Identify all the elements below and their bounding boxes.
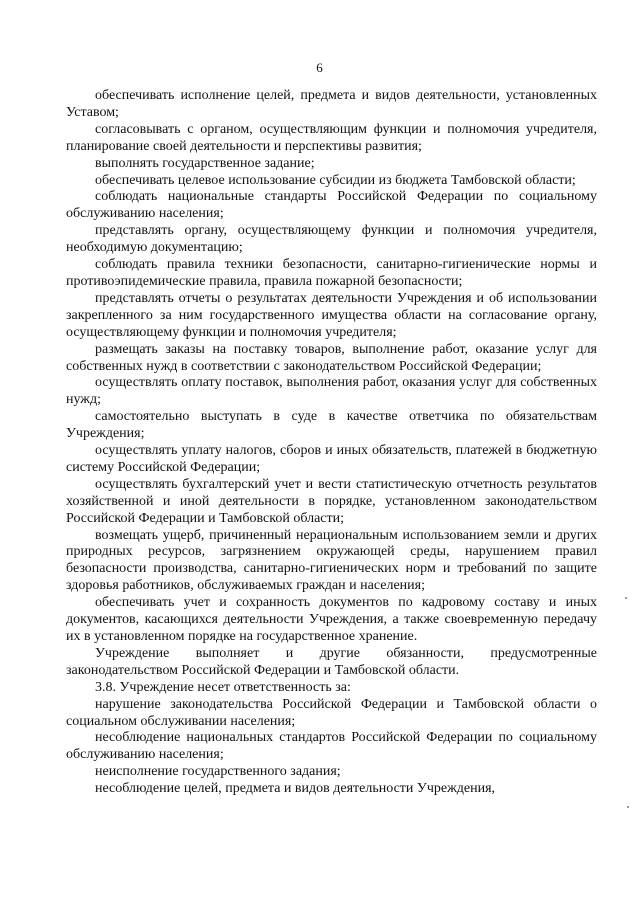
paragraph: обеспечивать учет и сохранность документов по кадровому составу и иных документов, касающихся деятельности Учреждения, а также своевременную передачу их в установленном порядке на государственное хранение. <box>66 595 597 644</box>
paragraph: возмещать ущерб, причиненный нерациональным использованием земли и других природных ресурсов, загрязнением окружающей среды, нарушением правил безопасности производства, санитарно-гигиенических норм и требований по защите здоровья работников, обслуживаемых граждан и населения; <box>66 527 597 594</box>
paragraph: согласовывать с органом, осуществляющим функции и полномочия учредителя, планирование своей деятельности и перспективы развития; <box>66 121 597 154</box>
paragraph: обеспечивать целевое использование субсидии из бюджета Тамбовской области; <box>95 172 576 188</box>
paragraph: осуществлять оплату поставок, выполнения работ, оказания услуг для собственных нужд; <box>66 375 597 408</box>
scan-speck <box>625 597 627 599</box>
paragraph: представлять органу, осуществляющему функции и полномочия учредителя, необходимую документацию; <box>66 223 597 256</box>
paragraph: выполнять государственное задание; <box>95 155 315 171</box>
paragraph: нарушение законодательства Российской Федерации и Тамбовской области о социальном обслуживании населения; <box>66 696 597 729</box>
paragraph-continued: несоблюдение целей, предмета и видов деятельности Учреждения, <box>95 781 496 797</box>
paragraph: самостоятельно выступать в суде в качестве ответчика по обязательствам Учреждения; <box>66 409 597 442</box>
paragraph: неисполнение государственного задания; <box>95 764 341 780</box>
section-heading-3-8: 3.8. Учреждение несет ответственность за: <box>95 679 351 695</box>
paragraph: осуществлять уплату налогов, сборов и иных обязательств, платежей в бюджетную систему Российской Федерации; <box>66 443 597 475</box>
paragraph: соблюдать правила техники безопасности, санитарно-гигиенические нормы и противоэпидемические правила, правила пожарной безопасности; <box>66 257 597 289</box>
paragraph: размещать заказы на поставку товаров, выполнение работ, оказание услуг для собственных нужд в соответствии с законодательством Российской Федерации; <box>66 341 597 374</box>
paragraph: соблюдать национальные стандарты Российской Федерации по социальному обслуживанию населения; <box>66 189 597 222</box>
paragraph: представлять отчеты о результатах деятельности Учреждения и об использовании закрепленного за ним государственного имущества области на согласование органу, осуществляющему функции и полномочия учредителя; <box>66 290 597 340</box>
paragraph: Учреждение выполняет и другие обязанности, предусмотренные законодательством Российской Федерации и Тамбовской области. <box>66 645 597 678</box>
paragraph: несоблюдение национальных стандартов Российской Федерации по социальному обслуживанию населения; <box>66 730 597 763</box>
paragraph: обеспечивать исполнение целей, предмета и видов деятельности, установленных Уставом; <box>66 88 597 120</box>
document-body <box>66 88 597 798</box>
paragraph: осуществлять бухгалтерский учет и вести статистическую отчетность результатов хозяйственной и иной деятельности в порядке, установленном законодательством Российской Федерации и Тамбовской области; <box>66 476 597 526</box>
scan-speck <box>627 806 629 808</box>
page-number: 6 <box>316 60 323 75</box>
